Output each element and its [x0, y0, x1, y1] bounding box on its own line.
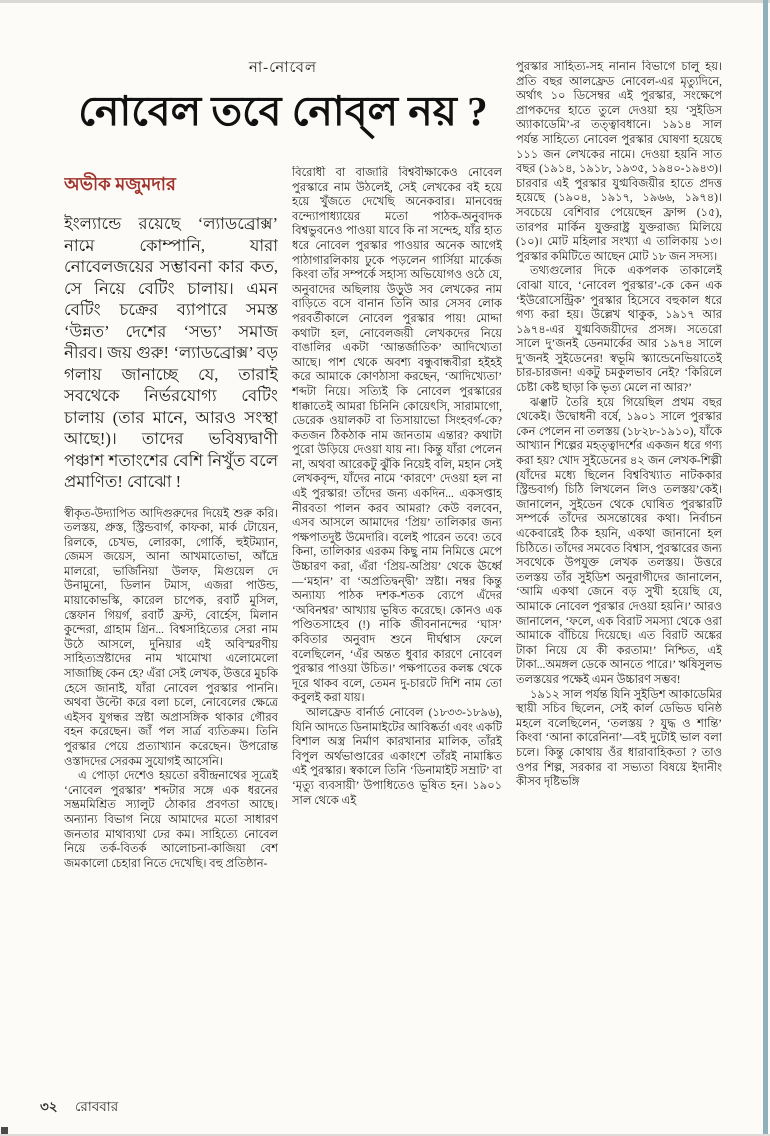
page-footer [40, 1096, 118, 1119]
body-paragraph: পুরস্কার সাহিত্য-সহ নানান বিভাগে চালু হয়। প্রতি বছর আলফ্রেড নোবেল-এর মৃত্যুদিনে, অর্থাৎ ১০ ডিসেম্বর এই পুরস্কার, সংক্ষেপে প্রাপকদের হাতে তুলে দেওয়া হয় ‘সুইডিস অ্যাকাডেমি’-র তত্ত্বাবধানে। ১৯১৪ সাল পর্যন্ত সাহিত্যে নোবেল পুরস্কার ঘোষণা হয়েছে ১১১ জন লেখকের নামে। দেওয়া হয়নি সাত বছর (১৯১৪, ১৯১৮, ১৯৩৫, ১৯৪০-১৯৪৩)। চারবার এই পুরস্কার যুগ্মবিজয়ীর হাতে প্রদত্ত হয়েছে (১৯০৪, ১৯১৭, ১৯৬৬, ১৯৭৪)। সবচেয়ে বেশিবার পেয়েছেন ফ্রান্স (১৫), তারপর মার্কিন যুক্তরাষ্ট্র যুক্তরাজ্য মিলিয়ে (১০)। মোট মহিলার সংখ্যা এ তালিকায় ১৩। পুরস্কার কমিটিতে আছেন মোট ১৮ জন সদস্য। [516, 61, 722, 263]
body-paragraph: আলফ্রেড বার্নার্ড নোবেল (১৮৩৩-১৮৯৬), যিনি আদতে ডিনামাইটের আবিষ্কর্তা এবং একটি বিশাল অস্ত্র নির্মাণ কারখানার মালিক, তাঁরই বিপুল অর্থভাণ্ডারের একাংশে তাঁরই নামাঙ্কিত এই পুরস্কার। স্বকালে তিনি ‘ডিনামাইট সম্রাট’ বা ‘মৃত্যু ব্যবসায়ী’ উপাধিতেও ভূষিত হন। ১৯০১ সাল থেকে এই [292, 706, 502, 807]
article-kicker: না-নোবেল [248, 60, 318, 76]
body-paragraph: এ পোড়া দেশেও হয়তো রবীন্দ্রনাথের সূত্রেই ‘নোবেল পুরস্কার’ শব্দটার সঙ্গে এক ধরনের সম্ভ্রমমিশ্রিত স্যালুট ঠোকার প্রবণতা আছে। অন্যান্য বিভাগ নিয়ে আমাদের মতো সাধারণ জনতার মাথাব্যথা ঢের কম। সাহিত্যে নোবেল নিয়ে তর্ক-বিতর্ক আলোচনা-কাজিয়া বেশ জমকালো চেহারা নিতে দেখেছি। বহু প্রতিষ্ঠান- [64, 770, 278, 870]
article-column-1 [64, 170, 278, 1092]
article-headline: নোবেল তবে নোব্‌ল নয় ? [78, 88, 488, 134]
article-column-2 [292, 166, 502, 1092]
body-paragraph: বিরোধী বা বাজারি বিশ্ববীক্ষাকেও নোবেল পুরস্কারে নাম উঠলেই, সেই লেখকের বই হয়ে হয়ে খুঁজতে দেখেছি অনেকবার। মানবেন্দ্র বন্দ্যোপাধ্যায়ের মতো পাঠক-অনুবাদক বিশ্বভুবনেও পাওয়া যাবে কি না সন্দেহ, যাঁর হাত ধরে নোবেল পুরস্কার পাওয়ার অনেক আগেই পাঠাগারলিকায় ঢুকে পড়লেন গার্সিয়া মার্কেজ কিংবা তাঁর সম্পর্কে সহাস্য অভিযোগও ওঠে যে, অনুবাদের অছিলায় উড়ুউ সব লেখকের নাম বাড়িতে বসে বানান তিনি আর সেসব লোক পরবর্তীকালে নোবেল পুরস্কার পায়! মোদ্দা কথাটা হল, নোবেলজয়ী লেখকদের নিয়ে বাঙালির একটা ‘আন্তর্জাতিক’ আদিখ্যেতা আছে। পাশ থেকে অবশ্য বন্ধুবান্ধবীরা হইহই করে আমাকে কোণঠাসা করছেন, ‘আদিখ্যেতা’ শব্দটা নিয়ে। সত্যিই কি নোবেল পুরস্কারের ধাক্কাতেই আমরা চিনিনি কোয়েৎসি, সারামাগো, ডেরেক ওয়ালকট বা তিসায়াভো সিংহবর্গ-কে? কতজন ঠিকঠাক নাম জানতাম এন্তার? কথাটা পুরো উড়িয়ে দেওয়া যায় না। কিন্তু যাঁরা পেলেন না, অথবা আরেকটু ঝুঁকি নিয়েই বলি, মহান সেই লেখকবৃন্দ, যাঁদের নামে ‘কারণে’ দেওয়া হল না এই পুরস্কার! তাঁদের জন্য একদিন... একসপ্তাহ নীরবতা পালন করব আমরা? কেউ বলবেন, এসব আসলে আমাদের ‘প্রিয়’ তালিকার জন্য পক্ষপাতদুষ্ট উমেদারি। বলেই পারেন তবে! তবে কিনা, তালিকার এরকম কিছু নাম নিমিত্তে মেপে উচ্চারণ করা, এঁরা ‘প্রিয়-অপ্রিয়’ থেকে ঊর্ধ্বে—‘মহান’ বা ‘অপ্রতিদ্বন্দ্বী’ স্রষ্টা। নম্বর কিন্তু অন্যায্য পাঠক দশক-শতক ব্যেপে এঁদের ‘অবিনশ্বর’ আখ্যায় ভূষিত করেছে। কোনও এক পণ্ডিতসাহেব (!) নাকি জীবনানন্দের ‘ঘাস’ কবিতার অনুবাদ শুনে দীর্ঘশ্বাস ফেলে বলেছিলেন, ‘এঁর অন্তত ধুবার কারণে নোবেল পুরস্কার পাওয়া উচিত।’ পক্ষপাতের কলঙ্ক থেকে দূরে থাকব বলে, তেমন দু-চারটে দিশি নাম তো কবুলই করা যায়। [292, 167, 502, 705]
page-number: ৩২ [40, 1099, 58, 1114]
body-paragraph: তথ্যগুলোর দিকে একপলক তাকালেই বোঝা যাবে, ‘নোবেল পুরস্কার’-কে কেন এক ‘ইউরোসেন্ট্রিক’ পুরস্কার হিসেবে বহুকাল ধরে গণ্য করা হয়। উল্লেখ থাকুক, ১৯১৭ আর ১৯৭৪-এর যুগ্মবিজয়ীদের প্রসঙ্গ। সতেরো সালে দু’জনই ডেনমার্কের আর ১৯৭৪ সালে দু’জনই সুইডেনের! স্বভূমি স্ক্যান্ডেনেভিয়াতেই চার-চারজন! একটু চমকুলভাব নেই? ‘কিরিলে চেষ্টা কেষ্ট ছাড়া কি ভৃত্য মেলে না আর?’ [516, 265, 722, 395]
page-right-edge [763, 0, 768, 1136]
article-masthead [64, 56, 502, 134]
author-byline: অভীক মজুমদার [64, 174, 176, 194]
magazine-name: রোববার [74, 1099, 119, 1114]
body-paragraph: স্বীকৃত-উদ্যাপিত আদিগুরুদের দিয়েই শুরু করি। তলস্তয়, প্রুস্ত, স্ট্রিন্ডবার্গ, কাফকা, মার্ক টোয়েন, রিলকে, চেখভ, লোরকা, গোর্কি, হুইটম্যান, জেমস জয়েস, আনা আখমাতোভা, আঁদ্রে মালরো, ভার্জিনিয়া উলফ, মিগুয়েল দে উনামুনো, ডিলান টমাস, এজরা পাউন্ড, মায়াকোভস্কি, কারেল চাপেক, রবার্ট মুসিল, স্তেফান গিয়র্গ, রবার্ট ফ্রস্ট, বোর্হেস, মিলান কুন্দেরা, গ্রাহাম গ্রিন... বিশ্বসাহিত্যের সেরা নাম উঠে আসলে, দুনিয়ার এই অবিস্মরণীয় সাহিত্যস্রষ্টাদের নাম খামোখা এলোমেলো সাজাচ্ছি কেন হে? এঁরা সেই লেখক, উত্তরে মুচকি হেসে জানাই, যাঁরা নোবেল পুরস্কার পাননি। অথবা উল্টো করে বলা চলে, নোবেলের ক্ষেত্রে এইসব যুগন্ধর স্রষ্টা অপ্রাসঙ্গিক থাকার গৌরব বহন করেছেন। জাঁ পল সার্ত্র ব্যতিক্রম। তিনি পুরস্কার পেয়ে প্রত্যাখ্যান করেছেন। উপরোন্ত ওস্তাদদের সেরকম সুযোগই আসেনি। [64, 507, 278, 768]
body-paragraph: ১৯১২ সাল পর্যন্ত যিনি সুইডিশ আকাডেমির স্থায়ী সচিব ছিলেন, সেই কার্ল ডেভিড ঘনিষ্ঠ মহলে বলেছিলেন, ‘তলস্তয় ? যুদ্ধ ও শান্তি’ কিংবা ‘আনা কারেনিনা’—বই দুটোই ভাল বলা চলে। কিন্তু কোথায় ওঁর ধারাবাহিকতা ? তাও ওপর শিল্প, সরকার বা সভ্যতা বিষয়ে ইদানীং কীসব দৃষ্টিভঙ্গি [516, 688, 722, 789]
lead-paragraph: ইংল্যান্ডে রয়েছে ‘ল্যাডব্রোক্স’ নামে কোম্পানি, যারা নোবেলজয়ের সম্ভাবনা কার কত, সে নিয়ে বেটিং চালায়। এমন বেটিং চক্রের ব্যাপারে সমস্ত ‘উন্নত’ দেশের ‘সভ্য’ সমাজ নীরব। জয় গুরু! ‘ল্যাডব্রোক্স’ বড় গলায় জানাচ্ছে যে, তারাই সবথেকে নির্ভরযোগ্য বেটিং চালায় (তার মানে, আরও সংস্থা আছে!)। তাদের ভবিষ্যদ্বাণী পঞ্চাশ শতাংশের বেশি নিখুঁত বলে প্রমাণিত! বোঝো ! [64, 214, 278, 491]
article-column-3 [516, 60, 722, 1092]
corner-print-mark [1, 1127, 8, 1134]
body-paragraph: ঝঞ্ঝাট তৈরি হয়ে গিয়েছিল প্রথম বছর থেকেই। উদ্বোধনী বর্ষে, ১৯০১ সালে পুরস্কার কেন পেলেন না তলস্তয় (১৮২৮-১৯১০), যাঁকে আখ্যান শিল্পের মহত্ত্বাদর্শের একজন ধরে গণ্য করা হয়? খোদ সুইডেনের ৪২ জন লেখক-শিল্পী (যাঁদের মধ্যে ছিলেন বিশ্ববিখ্যাত নাটককার স্ট্রিন্ডবার্গ) চিঠি লিখলেন লিও তলস্তয়’কেই। জানালেন, সুইডেন থেকে ঘোষিত পুরস্কারটি সম্পর্কে তাঁদের অসন্তোষের কথা। নির্বাচন একেবারেই ঠিক হয়নি, একথা জানানো হল চিঠিতে। তাঁদের সমবেত বিশ্বাস, পুরস্কারের জন্য সবথেকে উপযুক্ত লেখক তলস্তয়। উত্তরে তলস্তয় তাঁর সুইডিশ অনুরাগীদের জানালেন, ‘আমি একথা জেনে বড় সুখী হয়েছি যে, আমাকে নোবেল পুরস্কার দেওয়া হয়নি।’ আরও জানালেন, ‘ফলে, এক বিরাট সমস্যা থেকে ওরা আমাকে বাঁচিয়ে দিয়েছে। এত বিরাট অঙ্কের টাকা নিয়ে যে কী করতাম!’ নিশ্চিত, এই টাকা...অমঙ্গল ডেকে আনতে পারে।’ ঋষিসুলভ তলস্তয়ের পক্ষেই এমন উচ্চারণ সম্ভব! [516, 396, 722, 686]
page-top-edge [0, 0, 770, 3]
